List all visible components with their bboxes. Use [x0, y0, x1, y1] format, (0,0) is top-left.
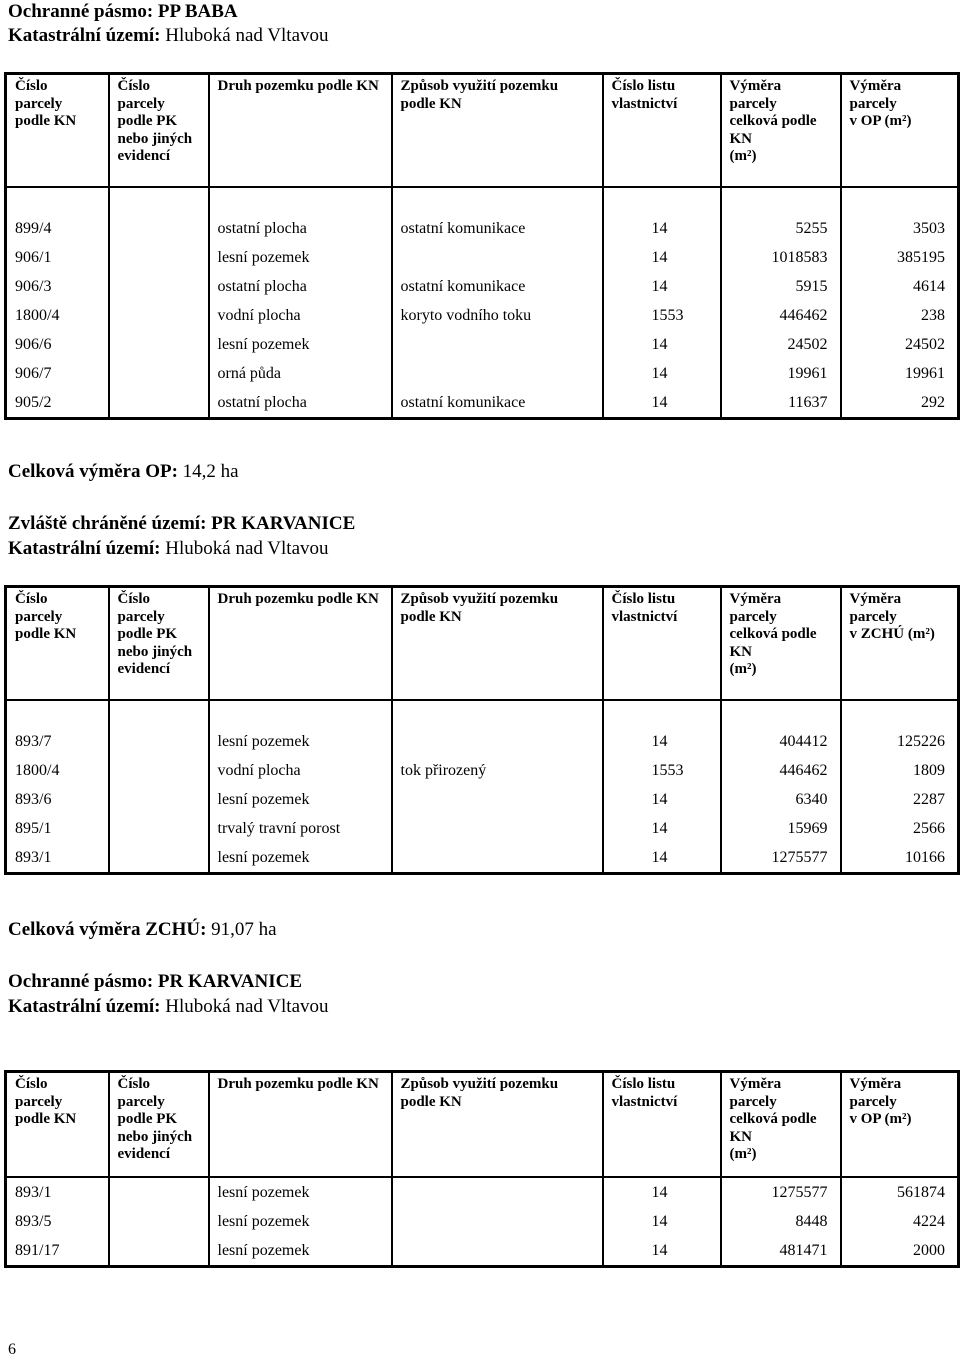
header-line: Číslo — [117, 78, 151, 94]
header-line: v ZCHÚ (m²) — [849, 626, 935, 642]
header-line: Způsob využití pozemku — [400, 1076, 559, 1092]
header-line: parcely — [849, 95, 897, 112]
cell-land-type: lesní pozemek — [209, 1236, 392, 1267]
table-row — [6, 727, 959, 756]
header-line: celková podle — [729, 1111, 817, 1127]
cell-parcel-kn: 893/6 — [15, 790, 52, 808]
header-line: nebo jiných — [117, 643, 193, 660]
cell-ownership-sheet: 1553 — [603, 756, 721, 785]
cell-parcel-pk — [109, 243, 209, 272]
cell-parcel-pk — [109, 301, 209, 330]
cell-parcel-kn: 906/6 — [15, 335, 52, 353]
cell-area-total: 481471 — [721, 1236, 841, 1267]
header-row — [6, 587, 959, 701]
header-line: Číslo — [117, 591, 151, 607]
table-row — [6, 843, 959, 874]
cell-area-protected: 10166 — [841, 843, 959, 874]
cell-ownership-sheet: 14 — [603, 388, 721, 419]
cell-land-type: lesní pozemek — [209, 727, 392, 756]
header-line: parcely — [117, 1093, 165, 1110]
header-area-total — [721, 74, 841, 188]
cell-area-protected: 292 — [841, 388, 959, 419]
cell-ownership-sheet: 1553 — [603, 301, 721, 330]
header-row — [6, 74, 959, 188]
header-line: Způsob využití pozemku — [400, 591, 559, 607]
cell-area-protected: 1809 — [841, 756, 959, 785]
header-line: Způsob využití pozemku — [400, 78, 559, 94]
cell-parcel-pk — [109, 214, 209, 243]
cell-parcel-kn: 893/1 — [15, 1183, 52, 1201]
section-2-area: Katastrální území: Hluboká nad Vltavou — [8, 538, 329, 559]
cell-parcel-pk — [109, 330, 209, 359]
cell-land-type: lesní pozemek — [209, 330, 392, 359]
header-line: parcely — [15, 95, 63, 112]
cell-land-type: ostatní plocha — [209, 214, 392, 243]
cell-parcel-kn: 1800/4 — [15, 761, 60, 779]
cell-area-total: 8448 — [721, 1207, 841, 1236]
table-row — [6, 330, 959, 359]
cell-parcel-kn: 893/7 — [15, 732, 52, 750]
header-parcel-kn — [6, 587, 109, 701]
cell-land-use — [392, 243, 603, 272]
cell-parcel-pk — [109, 272, 209, 301]
header-line: podle KN — [15, 1111, 77, 1127]
header-line: vlastnictví — [611, 95, 678, 112]
cell-land-type: trvalý travní porost — [209, 814, 392, 843]
table-row — [6, 1177, 959, 1207]
header-line: podle KN — [400, 1093, 462, 1110]
header-line: Číslo — [15, 591, 48, 607]
header-line: parcely — [729, 95, 777, 112]
header-line: parcely — [15, 1093, 63, 1110]
cell-land-type: ostatní plocha — [209, 388, 392, 419]
header-line: parcely — [849, 608, 897, 625]
cell-area-protected: 2000 — [841, 1236, 959, 1267]
header-land-use — [392, 74, 603, 188]
header-line: podle KN — [15, 626, 77, 642]
cell-land-use — [392, 1177, 603, 1207]
header-ownership-sheet — [603, 1072, 721, 1178]
cell-parcel-kn: 891/17 — [15, 1241, 60, 1259]
header-area-total — [721, 1072, 841, 1178]
table-row — [6, 814, 959, 843]
cell-area-protected: 125226 — [841, 727, 959, 756]
header-line: celková podle — [729, 626, 817, 642]
header-line: evidencí — [117, 661, 170, 677]
cell-area-protected: 24502 — [841, 330, 959, 359]
header-area-protected — [841, 1072, 959, 1178]
header-line: vlastnictví — [611, 608, 678, 625]
header-line: parcely — [849, 1093, 897, 1110]
table-row — [6, 388, 959, 419]
cell-area-protected: 3503 — [841, 214, 959, 243]
cell-land-use — [392, 359, 603, 388]
cell-area-protected: 385195 — [841, 243, 959, 272]
cell-ownership-sheet: 14 — [603, 243, 721, 272]
cell-land-use: koryto vodního toku — [392, 301, 603, 330]
header-line: parcely — [729, 608, 777, 625]
table-row — [6, 756, 959, 785]
cell-land-use: tok přirozený — [392, 756, 603, 785]
cell-ownership-sheet: 14 — [603, 214, 721, 243]
cell-area-total: 1018583 — [721, 243, 841, 272]
cell-parcel-pk — [109, 388, 209, 419]
header-land-type — [209, 74, 392, 188]
cell-land-use — [392, 1207, 603, 1236]
header-line: (m²) — [729, 661, 757, 677]
header-line: parcely — [117, 95, 165, 112]
header-area-protected — [841, 587, 959, 701]
cell-parcel-kn: 1800/4 — [15, 306, 60, 324]
header-line: podle KN — [15, 113, 77, 129]
cell-ownership-sheet: 14 — [603, 843, 721, 874]
cell-land-use — [392, 814, 603, 843]
cell-parcel-pk — [109, 785, 209, 814]
cell-area-total: 6340 — [721, 785, 841, 814]
cell-land-type: vodní plocha — [209, 301, 392, 330]
cell-land-use — [392, 727, 603, 756]
header-line: Výměra — [729, 78, 782, 94]
header-line: (m²) — [729, 1146, 757, 1162]
header-parcel-pk — [109, 587, 209, 701]
header-line: Číslo listu — [611, 591, 676, 607]
cell-area-total: 5255 — [721, 214, 841, 243]
section-1-title: Ochranné pásmo: PP BABA — [8, 1, 238, 22]
cell-ownership-sheet: 14 — [603, 814, 721, 843]
header-line: Výměra — [849, 78, 902, 94]
spacer-row — [6, 187, 959, 214]
header-line: parcely — [729, 1093, 777, 1110]
cell-parcel-kn: 895/1 — [15, 819, 52, 837]
table-row — [6, 359, 959, 388]
cell-land-type: lesní pozemek — [209, 1207, 392, 1236]
cell-area-total: 15969 — [721, 814, 841, 843]
table-row — [6, 214, 959, 243]
cell-area-total: 19961 — [721, 359, 841, 388]
header-line: parcely — [15, 608, 63, 625]
cell-land-type: lesní pozemek — [209, 1177, 392, 1207]
header-line: podle KN — [400, 95, 462, 112]
cell-land-type: ostatní plocha — [209, 272, 392, 301]
cell-land-use — [392, 785, 603, 814]
header-line: (m²) — [729, 148, 757, 164]
header-line: Číslo listu — [611, 78, 676, 94]
section-2-title: Zvláště chráněné území: PR KARVANICE — [8, 513, 356, 534]
header-row — [6, 1072, 959, 1178]
header-parcel-kn — [6, 1072, 109, 1178]
cell-parcel-pk — [109, 1207, 209, 1236]
cell-area-total: 24502 — [721, 330, 841, 359]
cell-area-total: 446462 — [721, 301, 841, 330]
header-parcel-pk — [109, 1072, 209, 1178]
cell-parcel-kn: 905/2 — [15, 393, 52, 411]
cell-parcel-pk — [109, 814, 209, 843]
cell-area-total: 1275577 — [721, 843, 841, 874]
cell-area-protected: 4224 — [841, 1207, 959, 1236]
cell-parcel-kn: 906/3 — [15, 277, 52, 295]
header-line: podle KN — [400, 608, 462, 625]
cell-area-protected: 2287 — [841, 785, 959, 814]
table-row — [6, 243, 959, 272]
header-line: parcely — [117, 608, 165, 625]
cell-parcel-kn: 893/5 — [15, 1212, 52, 1230]
table-row — [6, 1236, 959, 1267]
header-line: nebo jiných — [117, 130, 193, 147]
cell-land-use — [392, 330, 603, 359]
page-number: 6 — [8, 1341, 16, 1358]
header-area-total — [721, 587, 841, 701]
cell-land-type: vodní plocha — [209, 756, 392, 785]
header-line: Číslo — [15, 1076, 48, 1092]
header-line: v OP (m²) — [849, 113, 912, 129]
header-line: celková podle — [729, 113, 817, 129]
cell-land-use: ostatní komunikace — [392, 272, 603, 301]
table-row — [6, 301, 959, 330]
section-1-summary: Celková výměra OP: 14,2 ha — [8, 461, 239, 482]
header-line: Výměra — [849, 591, 902, 607]
header-line: Druh pozemku podle KN — [217, 78, 379, 94]
cell-parcel-kn: 906/7 — [15, 364, 52, 382]
section-2-table — [4, 585, 960, 875]
header-line: podle PK — [117, 113, 178, 129]
section-1-table — [4, 72, 960, 420]
cell-area-protected: 19961 — [841, 359, 959, 388]
cell-parcel-pk — [109, 1236, 209, 1267]
cell-land-type: lesní pozemek — [209, 243, 392, 272]
section-2-summary: Celková výměra ZCHÚ: 91,07 ha — [8, 919, 277, 940]
header-line: Číslo — [117, 1076, 151, 1092]
cell-ownership-sheet: 14 — [603, 330, 721, 359]
cell-area-total: 446462 — [721, 756, 841, 785]
section-3-table — [4, 1070, 960, 1268]
cell-land-use — [392, 1236, 603, 1267]
section-3-area: Katastrální území: Hluboká nad Vltavou — [8, 996, 329, 1017]
cell-parcel-kn: 893/1 — [15, 848, 52, 866]
header-land-type — [209, 587, 392, 701]
section-3-title: Ochranné pásmo: PR KARVANICE — [8, 971, 303, 992]
cell-land-type: lesní pozemek — [209, 785, 392, 814]
cell-area-total: 404412 — [721, 727, 841, 756]
table-row — [6, 785, 959, 814]
cell-parcel-pk — [109, 359, 209, 388]
header-ownership-sheet — [603, 74, 721, 188]
cell-area-protected: 561874 — [841, 1177, 959, 1207]
cell-ownership-sheet: 14 — [603, 359, 721, 388]
header-line: Výměra — [729, 591, 782, 607]
cell-land-type: lesní pozemek — [209, 843, 392, 874]
cell-ownership-sheet: 14 — [603, 727, 721, 756]
cell-ownership-sheet: 14 — [603, 1207, 721, 1236]
header-line: v OP (m²) — [849, 1111, 912, 1127]
cell-ownership-sheet: 14 — [603, 1177, 721, 1207]
cell-land-use: ostatní komunikace — [392, 214, 603, 243]
header-land-use — [392, 1072, 603, 1178]
header-line: podle PK — [117, 1111, 178, 1127]
spacer-row — [6, 700, 959, 727]
cell-ownership-sheet: 14 — [603, 785, 721, 814]
cell-ownership-sheet: 14 — [603, 1236, 721, 1267]
cell-area-total: 11637 — [721, 388, 841, 419]
header-line: nebo jiných — [117, 1128, 193, 1145]
cell-land-type: orná půda — [209, 359, 392, 388]
header-line: Číslo listu — [611, 1076, 676, 1092]
header-parcel-kn — [6, 74, 109, 188]
header-line: KN — [729, 643, 752, 660]
header-line: KN — [729, 130, 752, 147]
cell-parcel-kn: 906/1 — [15, 248, 52, 266]
cell-area-total: 1275577 — [721, 1177, 841, 1207]
header-land-type — [209, 1072, 392, 1178]
cell-area-total: 5915 — [721, 272, 841, 301]
cell-parcel-pk — [109, 727, 209, 756]
cell-parcel-pk — [109, 1177, 209, 1207]
header-land-use — [392, 587, 603, 701]
cell-area-protected: 238 — [841, 301, 959, 330]
table-row — [6, 1207, 959, 1236]
header-line: Číslo — [15, 78, 48, 94]
header-line: Výměra — [849, 1076, 902, 1092]
header-parcel-pk — [109, 74, 209, 188]
header-area-protected — [841, 74, 959, 188]
header-line: evidencí — [117, 1146, 170, 1162]
header-line: Druh pozemku podle KN — [217, 1076, 379, 1092]
cell-land-use: ostatní komunikace — [392, 388, 603, 419]
cell-parcel-pk — [109, 843, 209, 874]
header-line: Výměra — [729, 1076, 782, 1092]
header-ownership-sheet — [603, 587, 721, 701]
cell-parcel-pk — [109, 756, 209, 785]
header-line: evidencí — [117, 148, 170, 164]
header-line: KN — [729, 1128, 752, 1145]
cell-ownership-sheet: 14 — [603, 272, 721, 301]
cell-area-protected: 2566 — [841, 814, 959, 843]
section-1-area: Katastrální území: Hluboká nad Vltavou — [8, 25, 329, 46]
header-line: Druh pozemku podle KN — [217, 591, 379, 607]
cell-parcel-kn: 899/4 — [15, 219, 52, 237]
cell-land-use — [392, 843, 603, 874]
header-line: vlastnictví — [611, 1093, 678, 1110]
table-row — [6, 272, 959, 301]
cell-area-protected: 4614 — [841, 272, 959, 301]
header-line: podle PK — [117, 626, 178, 642]
